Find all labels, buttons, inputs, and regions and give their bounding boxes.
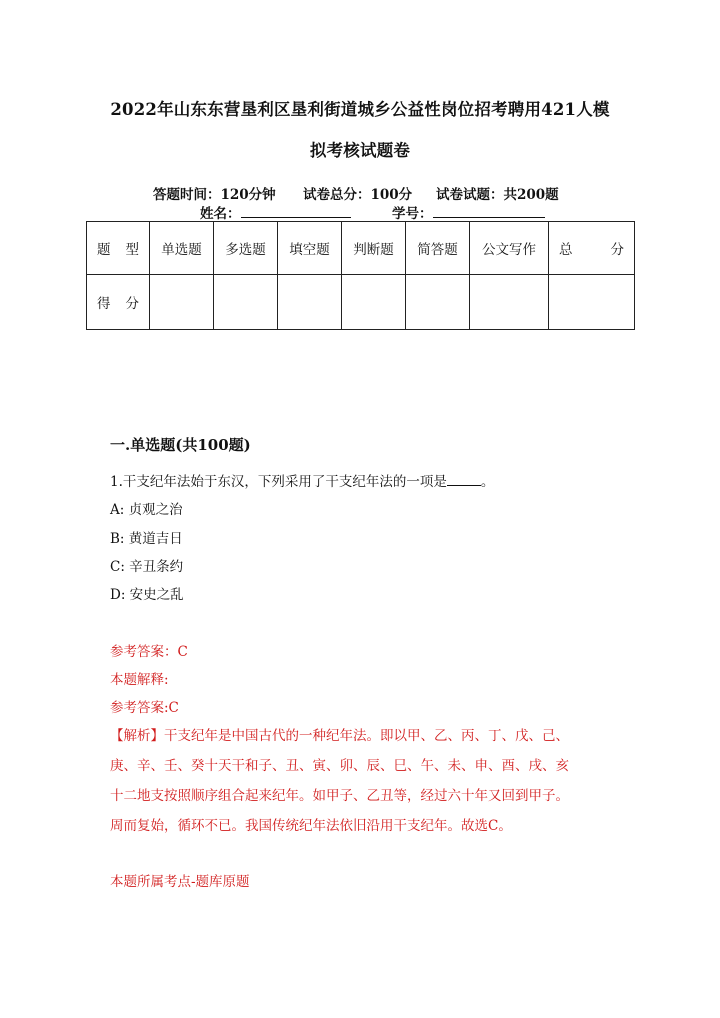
option-c[interactable]: C: 辛丑条约	[110, 559, 184, 575]
header-fill-blank: 填空题	[278, 222, 342, 275]
header-official-writing: 公文写作	[470, 222, 549, 275]
score-cell-true-false[interactable]	[342, 275, 406, 330]
header-true-false: 判断题	[342, 222, 406, 275]
student-id-label: 学号：	[392, 206, 433, 222]
student-id-field[interactable]	[392, 202, 545, 222]
score-table	[86, 221, 635, 330]
reference-answer: 参考答案：C	[110, 644, 188, 660]
header-type-cell	[87, 222, 150, 275]
option-d[interactable]: D: 安史之乱	[110, 587, 184, 603]
question-stem-text: 1.干支纪年法始于东汉，下列采用了干支纪年法的一项是	[110, 474, 447, 490]
exam-question-count: 试卷试题：共200题	[436, 187, 559, 203]
name-blank[interactable]	[241, 205, 351, 218]
name-label: 姓名：	[200, 206, 241, 222]
header-short-answer: 简答题	[406, 222, 470, 275]
header-type-char1: 题	[97, 242, 111, 258]
header-total-char1: 总	[559, 242, 573, 258]
name-field[interactable]	[200, 202, 351, 222]
section-heading: 一.单选题(共100题)	[110, 436, 251, 454]
analysis-line-4: 周而复始，循环不已。我国传统纪年法依旧沿用干支纪年。故选C。	[110, 818, 512, 834]
analysis-line-3: 十二地支按照顺序组合起来纪年。如甲子、乙丑等，经过六十年又回到甲子。	[110, 788, 569, 804]
exam-time: 答题时间：120分钟	[153, 187, 276, 203]
question-stem-end: 。	[480, 474, 495, 490]
question-stem	[110, 470, 494, 490]
exam-total-score: 试卷总分：100分	[303, 187, 413, 203]
header-type-char2: 型	[125, 242, 139, 258]
explanation-label: 本题解释:	[110, 672, 169, 688]
answer-blank	[447, 473, 481, 486]
score-cell-total[interactable]	[549, 275, 635, 330]
score-cell-official-writing[interactable]	[470, 275, 549, 330]
header-single-choice: 单选题	[150, 222, 214, 275]
analysis-line-1: 【解析】干支纪年是中国古代的一种纪年法。即以甲、乙、丙、丁、戊、己、	[110, 728, 569, 744]
score-cell-single-choice[interactable]	[150, 275, 214, 330]
score-label-cell	[87, 275, 150, 330]
student-id-blank[interactable]	[433, 205, 545, 218]
reference-answer-repeat: 参考答案:C	[110, 700, 179, 716]
score-cell-fill-blank[interactable]	[278, 275, 342, 330]
analysis-line-2: 庚、辛、壬、癸十天干和子、丑、寅、卯、辰、巳、午、未、申、酉、戌、亥	[110, 758, 569, 774]
question-source: 本题所属考点-题库原题	[110, 874, 250, 890]
exam-title-line2: 拟考核试题卷	[309, 141, 411, 160]
header-total-cell	[549, 222, 635, 275]
score-cell-multi-choice[interactable]	[214, 275, 278, 330]
score-table-score-row	[87, 275, 635, 330]
score-label-char2: 分	[125, 296, 139, 312]
option-a[interactable]: A: 贞观之治	[110, 502, 183, 518]
header-multi-choice: 多选题	[214, 222, 278, 275]
score-table-header-row	[87, 222, 635, 275]
score-label-char1: 得	[97, 296, 111, 312]
exam-title-line1: 2022年山东东营垦利区垦利街道城乡公益性岗位招考聘用421人模	[110, 100, 610, 119]
score-cell-short-answer[interactable]	[406, 275, 470, 330]
header-total-char2: 分	[610, 242, 624, 258]
option-b[interactable]: B: 黄道吉日	[110, 531, 183, 547]
